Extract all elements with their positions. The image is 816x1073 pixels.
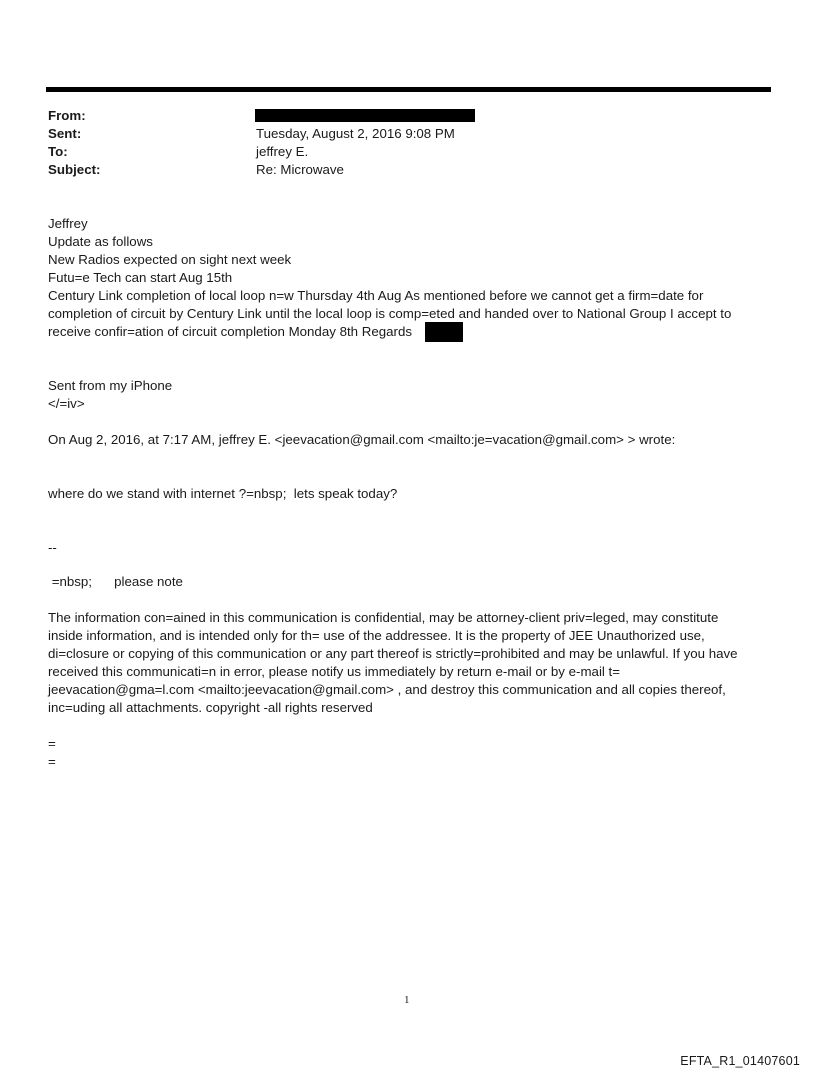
equals-line: = <box>48 736 56 751</box>
disclaimer-line: received this communicati=n in error, please notify us immediately by return e-mail or by e-mail t= <box>48 664 620 679</box>
disclaimer-line: The information con=ained in this communication is confidential, may be attorney-client priv=leged, may constitute <box>48 610 719 625</box>
quoted-question-line: where do we stand with internet ?=nbsp; lets speak today? <box>48 486 398 501</box>
from-redaction-bar <box>255 109 475 122</box>
from-label: From: <box>48 108 86 123</box>
disclaimer-line: inside information, and is intended only for th= use of the addressee. It is the property of JEE Unauthorized use, <box>48 628 705 643</box>
page-number: 1 <box>404 994 410 1006</box>
subject-row <box>48 161 748 179</box>
subject-label: Subject: <box>48 162 101 177</box>
document-id: EFTA_R1_01407601 <box>680 1054 800 1068</box>
sent-row <box>48 125 748 143</box>
greeting-line: Jeffrey <box>48 216 88 231</box>
sent-label: Sent: <box>48 126 82 141</box>
quoted-header-line: On Aug 2, 2016, at 7:17 AM, jeffrey E. <jeevacation@gmail.com <mailto:je=vacation@gmail.com> > wrote: <box>48 432 676 447</box>
body-line: Century Link completion of local loop n=w Thursday 4th Aug As mentioned before we cannot get a firm=date for <box>48 288 704 303</box>
signature-dash-line: -- <box>48 540 57 555</box>
signature-redaction-bar <box>425 322 463 342</box>
to-value: jeffrey E. <box>256 144 309 159</box>
to-label: To: <box>48 144 68 159</box>
please-note-line: =nbsp; please note <box>48 574 183 589</box>
header-divider-rule <box>46 87 771 92</box>
body-line: New Radios expected on sight next week <box>48 252 292 267</box>
body-line: completion of circuit by Century Link until the local loop is comp=eted and handed over to National Group I accept to <box>48 306 732 321</box>
disclaimer-line: di=closure or copying of this communication or any part thereof is strictly=prohibited and may be unlawful. If you have <box>48 646 738 661</box>
subject-value: Re: Microwave <box>256 162 344 177</box>
body-line: Update as follows <box>48 234 153 249</box>
body-line: receive confir=ation of circuit completion Monday 8th Regards <box>48 324 413 339</box>
to-row <box>48 143 748 161</box>
sent-value: Tuesday, August 2, 2016 9:08 PM <box>256 126 455 141</box>
sent-from-line: Sent from my iPhone <box>48 378 173 393</box>
equals-line: = <box>48 754 56 769</box>
disclaimer-line: inc=uding all attachments. copyright -all rights reserved <box>48 700 373 715</box>
body-line: Futu=e Tech can start Aug 15th <box>48 270 233 285</box>
div-tag-line: </=iv> <box>48 396 85 411</box>
disclaimer-line: jeevacation@gma=l.com <mailto:jeevacation@gmail.com> , and destroy this communication and all copies thereof, <box>48 682 726 697</box>
